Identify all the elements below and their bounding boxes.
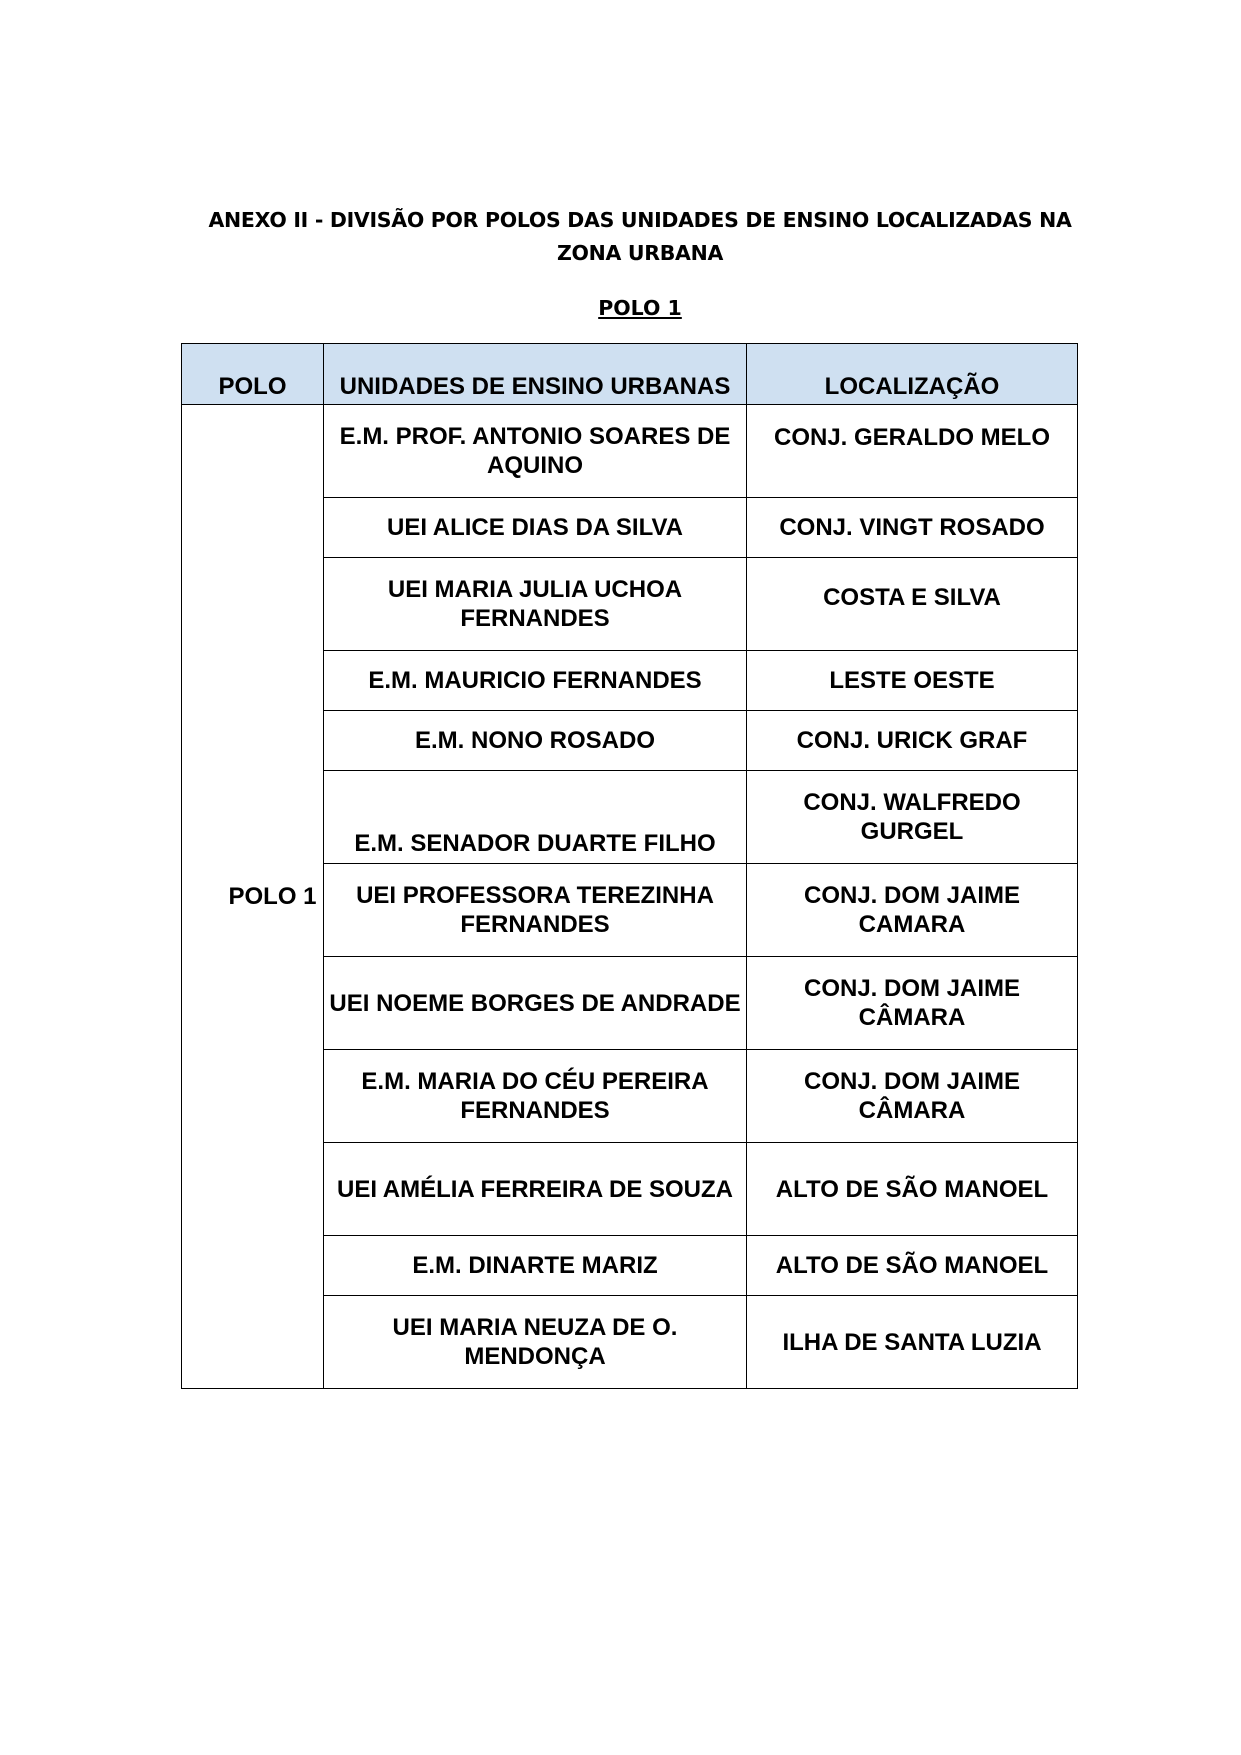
school-cell: E.M. NONO ROSADO: [324, 711, 747, 771]
school-cell: E.M. PROF. ANTONIO SOARES DE AQUINO: [324, 405, 747, 498]
school-cell: UEI ALICE DIAS DA SILVA: [324, 498, 747, 558]
location-cell: CONJ. DOM JAIME CAMARA: [747, 864, 1078, 957]
polo-cell: POLO 1: [182, 405, 324, 1389]
school-cell: UEI PROFESSORA TEREZINHA FERNANDES: [324, 864, 747, 957]
location-cell: CONJ. GERALDO MELO: [747, 405, 1078, 498]
location-cell: CONJ. DOM JAIME CÂMARA: [747, 957, 1078, 1050]
location-cell: CONJ. WALFREDO GURGEL: [747, 771, 1078, 864]
school-cell: E.M. SENADOR DUARTE FILHO: [324, 771, 747, 864]
school-cell: E.M. MAURICIO FERNANDES: [324, 651, 747, 711]
school-cell: UEI AMÉLIA FERREIRA DE SOUZA: [324, 1143, 747, 1236]
header-polo: POLO: [182, 344, 324, 405]
location-cell: CONJ. DOM JAIME CÂMARA: [747, 1050, 1078, 1143]
table-row: [182, 405, 1078, 498]
location-cell: COSTA E SILVA: [747, 558, 1078, 651]
school-cell: UEI MARIA NEUZA DE O. MENDONÇA: [324, 1296, 747, 1389]
header-schools: UNIDADES DE ENSINO URBANAS: [324, 344, 747, 405]
location-cell: CONJ. URICK GRAF: [747, 711, 1078, 771]
school-cell: E.M. MARIA DO CÉU PEREIRA FERNANDES: [324, 1050, 747, 1143]
location-cell: ALTO DE SÃO MANOEL: [747, 1236, 1078, 1296]
table-header-row: [182, 344, 1078, 405]
location-cell: CONJ. VINGT ROSADO: [747, 498, 1078, 558]
location-cell: ALTO DE SÃO MANOEL: [747, 1143, 1078, 1236]
location-cell: LESTE OESTE: [747, 651, 1078, 711]
document-title: ANEXO II - DIVISÃO POR POLOS DAS UNIDADES DE ENSINO LOCALIZADAS NA ZONA URBANA: [208, 208, 1072, 265]
polo-table: [181, 343, 1078, 1389]
school-cell: UEI NOEME BORGES DE ANDRADE: [324, 957, 747, 1050]
school-cell: UEI MARIA JULIA UCHOA FERNANDES: [324, 558, 747, 651]
location-cell: ILHA DE SANTA LUZIA: [747, 1296, 1078, 1389]
school-cell: E.M. DINARTE MARIZ: [324, 1236, 747, 1296]
header-location: LOCALIZAÇÃO: [747, 344, 1078, 405]
document-subtitle: POLO 1: [598, 296, 682, 320]
